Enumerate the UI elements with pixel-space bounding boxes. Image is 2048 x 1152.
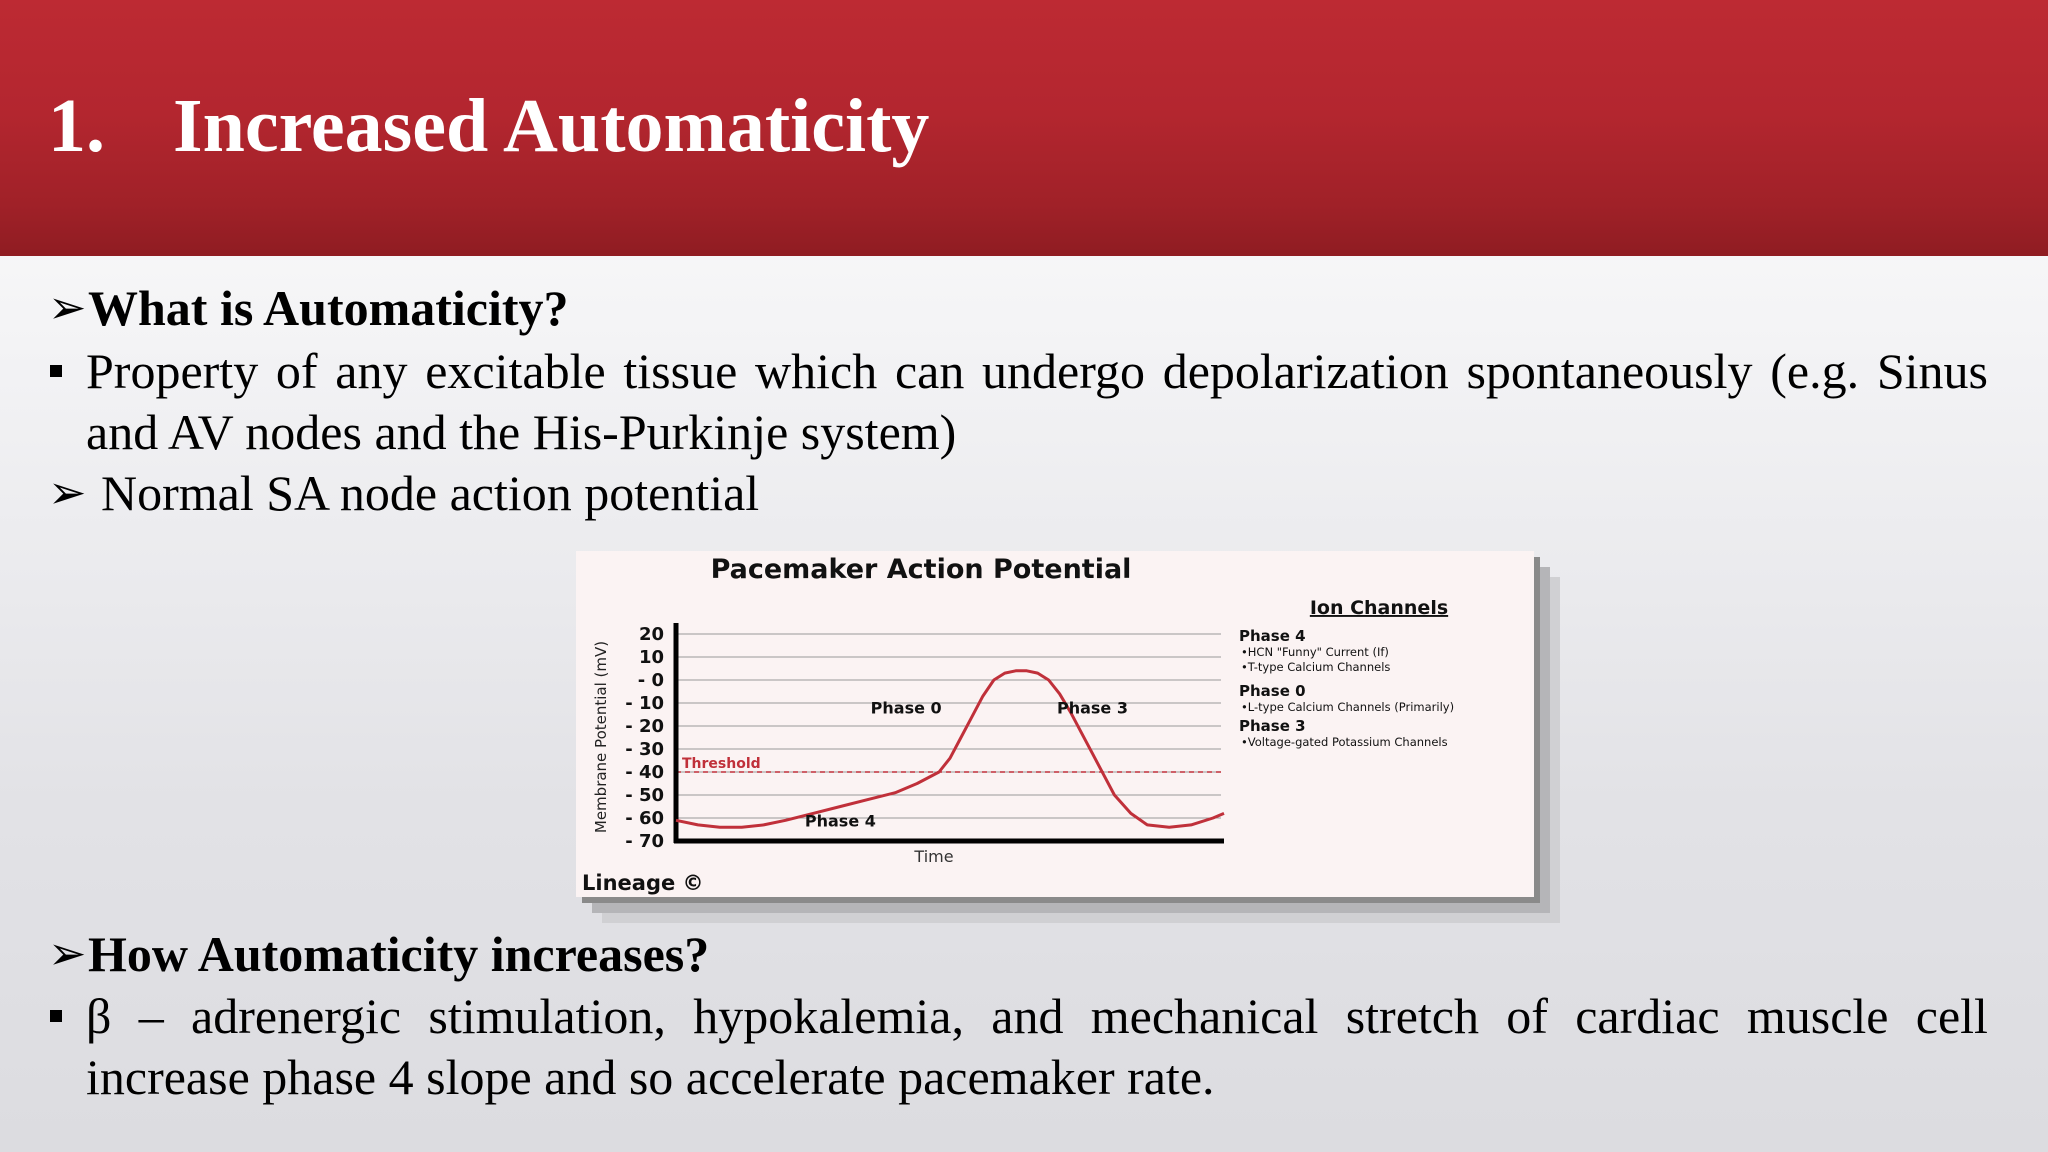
arrow-bullet-icon: ➢	[48, 467, 87, 518]
increase-word: cardiac	[1575, 988, 1720, 1044]
threshold-label: Threshold	[682, 756, 761, 772]
definition-word: excitable	[425, 343, 606, 399]
bullet-normal-sa-node: Normal SA node action potential	[101, 465, 760, 521]
y-tick-label: - 30	[625, 739, 664, 760]
y-tick-label: - 10	[625, 693, 664, 714]
y-tick-label: 10	[638, 647, 664, 668]
arrow-bullet-icon: ➢	[48, 928, 87, 979]
paragraph-definition-line2: and AV nodes and the His-Purkinje system)	[86, 404, 957, 460]
increase-word: hypokalemia,	[693, 988, 964, 1044]
increase-word: cell	[1915, 988, 1988, 1044]
definition-word: (e.g.	[1770, 343, 1860, 399]
increase-word: β	[86, 988, 112, 1044]
title-number: 1.	[48, 84, 105, 168]
square-bullet-icon	[50, 365, 62, 377]
increase-word: stretch	[1345, 988, 1479, 1044]
x-axis-label: Time	[914, 847, 954, 866]
phase-label: Phase 0	[870, 698, 942, 718]
increase-word: and	[991, 988, 1064, 1044]
legend-phase: Phase 0	[1239, 682, 1306, 700]
chart-image	[576, 551, 1534, 897]
phase-label: Phase 4	[804, 811, 876, 831]
increase-word: of	[1506, 988, 1548, 1044]
increase-word: muscle	[1746, 988, 1889, 1044]
definition-word: undergo	[982, 343, 1145, 399]
increase-word: stimulation,	[428, 988, 666, 1044]
heading-how-automaticity-increases: How Automaticity increases?	[88, 926, 710, 982]
increase-word: –	[138, 988, 164, 1044]
paragraph-definition-line1	[86, 341, 1988, 401]
definition-word: Property	[86, 343, 259, 399]
definition-word: any	[335, 343, 408, 399]
y-tick-label: - 0	[637, 670, 664, 691]
paragraph-increase-line2: increase phase 4 slope and so accelerate pacemaker rate.	[86, 1049, 1215, 1105]
definition-word: Sinus	[1876, 343, 1988, 399]
arrow-bullet-icon: ➢	[48, 282, 87, 333]
increase-word: adrenergic	[191, 988, 402, 1044]
credit-label: Lineage ©	[582, 871, 704, 895]
legend-item: •L-type Calcium Channels (Primarily)	[1241, 700, 1455, 714]
definition-word: spontaneously	[1466, 343, 1753, 399]
definition-word: depolarization	[1162, 343, 1449, 399]
definition-word: can	[894, 343, 965, 399]
title-bar	[0, 0, 2048, 256]
y-tick-label: 20	[638, 624, 664, 645]
y-tick-label: - 50	[625, 785, 664, 806]
paragraph-increase-line1	[86, 986, 1988, 1046]
y-axis-label: Membrane Potential (mV)	[592, 640, 610, 834]
definition-word: which	[755, 343, 878, 399]
slide-title: Increased Automaticity	[173, 84, 930, 168]
y-tick-label: - 60	[625, 808, 664, 829]
y-tick-label: - 70	[625, 831, 664, 852]
legend-phase: Phase 3	[1239, 717, 1306, 735]
definition-word: of	[275, 343, 318, 399]
y-tick-label: - 40	[625, 762, 664, 783]
increase-word: mechanical	[1090, 988, 1319, 1044]
y-tick-label: - 20	[625, 716, 664, 737]
legend-title: Ion Channels	[1309, 597, 1449, 619]
legend-phase: Phase 4	[1239, 627, 1306, 645]
chart-title: Pacemaker Action Potential	[710, 554, 1132, 585]
legend-item: •HCN "Funny" Current (If)	[1241, 645, 1389, 659]
legend-item: •T-type Calcium Channels	[1241, 660, 1391, 674]
phase-label: Phase 3	[1056, 698, 1128, 718]
heading-what-is-automaticity: What is Automaticity?	[88, 280, 569, 336]
definition-word: tissue	[623, 343, 738, 399]
square-bullet-icon	[50, 1010, 62, 1022]
pacemaker-chart	[576, 551, 1534, 897]
legend-item: •Voltage-gated Potassium Channels	[1241, 735, 1448, 749]
